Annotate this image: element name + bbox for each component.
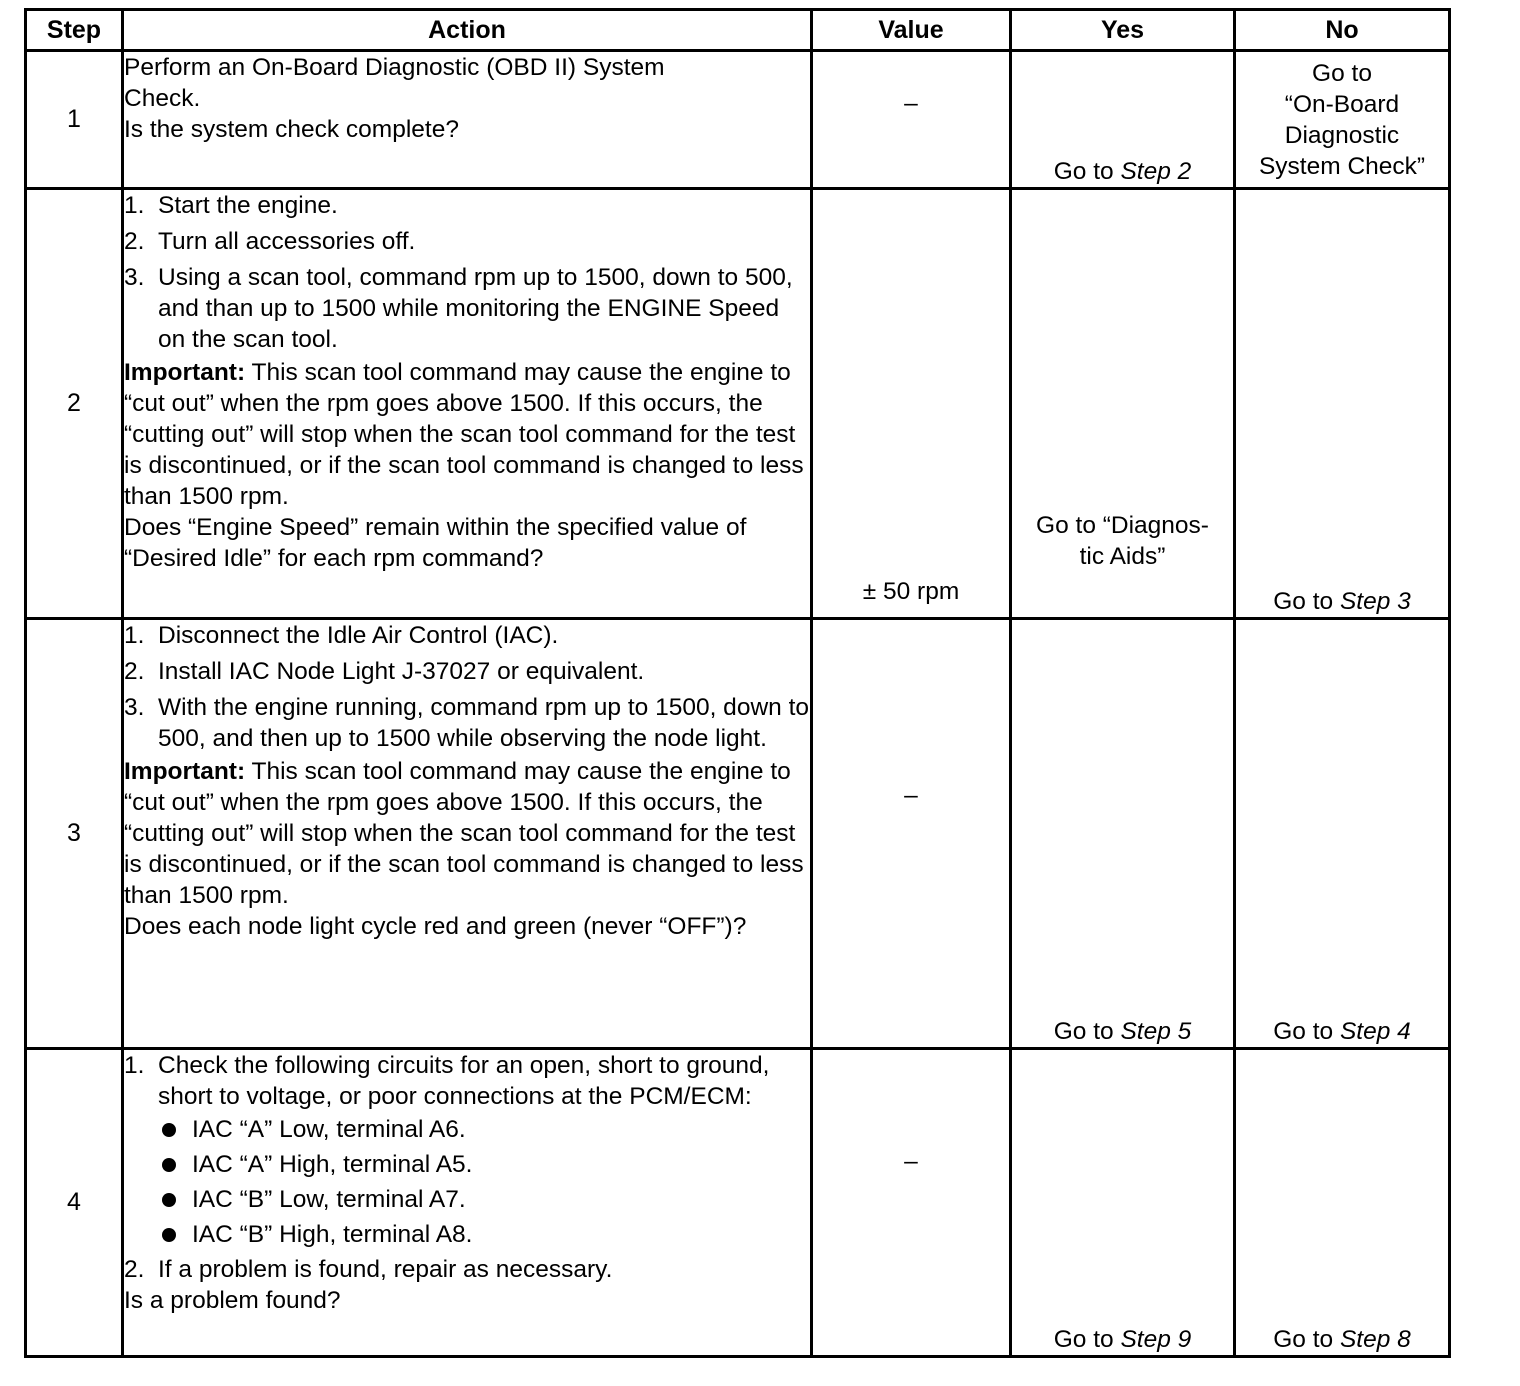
no-prefix: Go to bbox=[1273, 1326, 1340, 1353]
yes-cell bbox=[1011, 189, 1235, 619]
action-question: Does “Engine Speed” remain within the specified value of “Desired Idle” for each rpm command? bbox=[124, 514, 747, 572]
no-cell bbox=[1235, 51, 1450, 189]
table-row bbox=[26, 619, 1450, 1049]
yes-step-link[interactable]: Step 9 bbox=[1120, 1326, 1192, 1353]
action-cell bbox=[123, 51, 812, 189]
no-cell bbox=[1235, 619, 1450, 1049]
table-row bbox=[26, 1049, 1450, 1357]
bullet-item: IAC “B” Low, terminal A7. bbox=[158, 1184, 810, 1215]
table-row bbox=[26, 189, 1450, 619]
header-value: Value bbox=[812, 10, 1011, 51]
header-step: Step bbox=[26, 10, 123, 51]
bullet-icon bbox=[162, 1193, 176, 1207]
header-action: Action bbox=[123, 10, 812, 51]
yes-step-link[interactable]: Step 2 bbox=[1120, 158, 1192, 185]
step-number: 1 bbox=[26, 51, 123, 189]
table-row bbox=[26, 51, 1450, 189]
bullet-item: IAC “B” High, terminal A8. bbox=[158, 1219, 810, 1250]
diagnostic-table bbox=[24, 8, 1451, 1358]
value-text: – bbox=[904, 1148, 918, 1175]
action-question: Does each node light cycle red and green (never “OFF”)? bbox=[124, 913, 747, 940]
bullet-item: IAC “A” Low, terminal A6. bbox=[158, 1114, 810, 1145]
important-note: Important: This scan tool command may cause the engine to “cut out” when the rpm goes above 1500. If this occurs, the “cutting out” will stop when the scan tool command for the test is discontinued, or if the scan tool command is changed to less than 1500 rpm. bbox=[124, 758, 804, 909]
yes-prefix: Go to bbox=[1053, 1018, 1121, 1045]
list-item: 1. Disconnect the Idle Air Control (IAC). bbox=[124, 622, 559, 649]
no-link[interactable]: “On-Board bbox=[1284, 91, 1400, 118]
bullet-icon bbox=[162, 1123, 176, 1137]
bullet-list bbox=[158, 1114, 810, 1250]
list-item: 1. Start the engine. bbox=[124, 192, 338, 219]
no-step-link[interactable]: Step 4 bbox=[1339, 1018, 1411, 1045]
list-item: 2. Install IAC Node Light J-37027 or equivalent. bbox=[124, 658, 645, 685]
numbered-list bbox=[124, 620, 810, 754]
no-step-link[interactable]: Step 3 bbox=[1339, 588, 1411, 615]
list-item: 3. With the engine running, command rpm up to 1500, down to 500, and then up to 1500 while observing the node light. bbox=[124, 694, 809, 752]
no-prefix: Go to bbox=[1273, 1018, 1340, 1045]
action-question: Is a problem found? bbox=[124, 1287, 341, 1314]
yes-prefix: Go to bbox=[1053, 1326, 1121, 1353]
action-cell bbox=[123, 189, 812, 619]
yes-cell bbox=[1011, 619, 1235, 1049]
action-question: Is the system check complete? bbox=[124, 116, 459, 143]
no-cell bbox=[1235, 189, 1450, 619]
no-cell bbox=[1235, 1049, 1450, 1357]
numbered-list bbox=[124, 190, 810, 355]
header-yes: Yes bbox=[1011, 10, 1235, 51]
value-text: ± 50 rpm bbox=[862, 578, 960, 605]
no-link[interactable]: Diagnostic bbox=[1284, 122, 1400, 149]
no-step-link[interactable]: Step 8 bbox=[1339, 1326, 1411, 1353]
important-note: Important: This scan tool command may cause the engine to “cut out” when the rpm goes above 1500. If this occurs, the “cutting out” will stop when the scan tool command for the test is discontinued, or if the scan tool command is changed to less than 1500 rpm. bbox=[124, 359, 804, 510]
value-cell bbox=[812, 51, 1011, 189]
list-item: 2. If a problem is found, repair as necessary. bbox=[124, 1256, 613, 1283]
step-number: 2 bbox=[26, 189, 123, 619]
numbered-list bbox=[124, 1050, 810, 1285]
yes-step-link[interactable]: Step 5 bbox=[1120, 1018, 1192, 1045]
header-no: No bbox=[1235, 10, 1450, 51]
value-cell bbox=[812, 1049, 1011, 1357]
no-text: Go to bbox=[1312, 60, 1372, 87]
value-text: – bbox=[904, 90, 918, 117]
no-prefix: Go to bbox=[1273, 588, 1340, 615]
list-item: 1. Check the following circuits for an open, short to ground, short to voltage, or poor connections at the PCM/ECM: IAC “A” Low, terminal A6. IAC “A” High, terminal A5. IAC “B” Low, terminal A7. IAC “B” High, terminal A8. bbox=[124, 1050, 810, 1250]
value-cell bbox=[812, 619, 1011, 1049]
list-item: 3. Using a scan tool, command rpm up to 1500, down to 500, and than up to 1500 while monitoring the ENGINE Speed on the scan tool. bbox=[124, 264, 793, 353]
action-text: Perform an On-Board Diagnostic (OBD II) System bbox=[124, 54, 665, 81]
yes-cell bbox=[1011, 1049, 1235, 1357]
bullet-icon bbox=[162, 1158, 176, 1172]
action-cell bbox=[123, 1049, 812, 1357]
yes-prefix: Go to bbox=[1053, 158, 1121, 185]
no-link[interactable]: System Check” bbox=[1258, 153, 1426, 180]
yes-link[interactable]: Go to “Diagnos- bbox=[1036, 512, 1209, 539]
action-text: Check. bbox=[124, 85, 201, 112]
step-number: 3 bbox=[26, 619, 123, 1049]
header-row bbox=[26, 10, 1450, 51]
bullet-icon bbox=[162, 1228, 176, 1242]
value-cell bbox=[812, 189, 1011, 619]
yes-cell bbox=[1011, 51, 1235, 189]
step-number: 4 bbox=[26, 1049, 123, 1357]
value-text: – bbox=[904, 782, 918, 809]
action-cell bbox=[123, 619, 812, 1049]
yes-link[interactable]: tic Aids” bbox=[1079, 543, 1166, 570]
list-item: 2. Turn all accessories off. bbox=[124, 228, 416, 255]
bullet-item: IAC “A” High, terminal A5. bbox=[158, 1149, 810, 1180]
